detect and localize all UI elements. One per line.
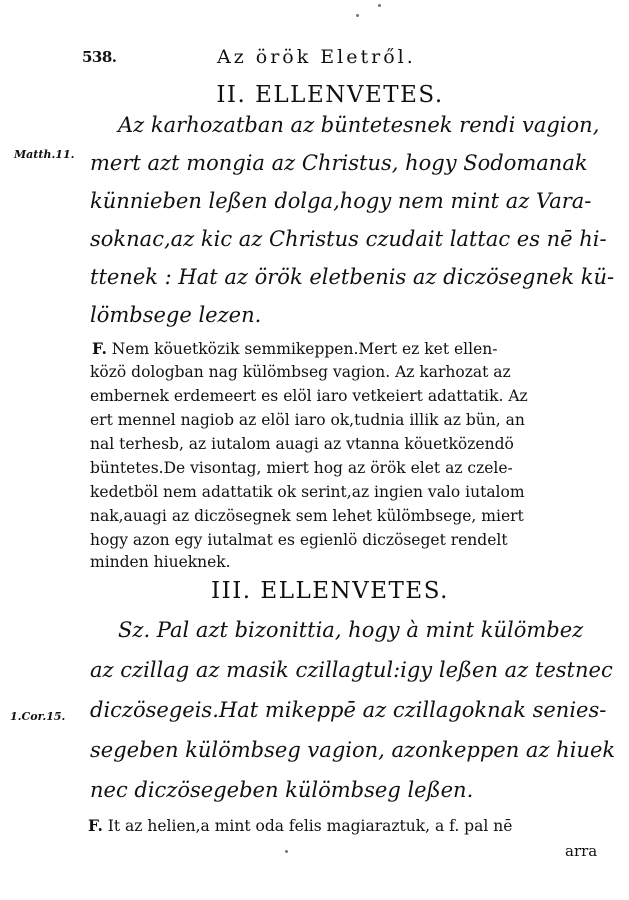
- objection-line: az czillag az masik czillagtul:igy leßen az testnec: [90, 658, 613, 682]
- objection-line: mert azt mongia az Christus, hogy Sodomanak: [90, 151, 588, 175]
- objection-line: künnieben leßen dolga,hogy nem mint az Vara-: [90, 189, 592, 213]
- section-heading-2: II. ELLENVETES.: [216, 82, 444, 108]
- answer-line: [88, 816, 512, 835]
- answer-marker: F.: [92, 339, 107, 358]
- answer-line: hogy azon egy iutalmat es egienlö diczöseget rendelt: [90, 531, 508, 549]
- margin-note-cor: 1.Cor.15.: [10, 710, 66, 723]
- answer-line: nak,auagi az diczösegnek sem lehet külömbsege, miert: [90, 507, 524, 525]
- answer-marker: F.: [88, 816, 103, 835]
- answer-line: nal terhesb, az iutalom auagi az vtanna köuetközendö: [90, 435, 514, 453]
- print-speck: [378, 4, 381, 7]
- objection-line: nec diczösegeben külömbseg leßen.: [90, 778, 474, 802]
- answer-line: büntetes.De visontag, miert hog az örök elet az czele-: [90, 459, 513, 477]
- section-heading-3: III. ELLENVETES.: [211, 578, 449, 604]
- print-speck: [356, 14, 359, 17]
- answer-line-text: It az helien,a mint oda felis magiaraztuk, a f. pal nē: [107, 817, 513, 835]
- page-header: [82, 46, 589, 76]
- objection-line: diczösegeis.Hat mikeppē az czillagoknak senies-: [90, 698, 607, 722]
- answer-line: embernek erdemeert es elöl iaro vetkeiert adattatik. Az: [90, 387, 528, 405]
- margin-note-matth: Matth.11.: [14, 148, 75, 161]
- objection-line: Sz. Pal azt bizonittia, hogy à mint külömbez: [118, 618, 584, 642]
- answer-line: minden hiueknek.: [90, 553, 231, 571]
- running-title: Az örök Eletről.: [217, 46, 416, 68]
- answer-line: ert mennel nagiob az elöl iaro ok,tudnia illik az bün, an: [90, 411, 525, 429]
- catchword: arra: [565, 842, 598, 860]
- page-number: 538.: [82, 48, 117, 66]
- objection-line: lömbsege lezen.: [90, 303, 262, 327]
- print-speck: [285, 850, 288, 853]
- answer-line-text: Nem köuetközik semmikeppen.Mert ez ket ellen-: [111, 340, 498, 358]
- answer-line: [92, 339, 497, 358]
- answer-line: közö dologban nag külömbseg vagion. Az karhozat az: [90, 363, 511, 381]
- objection-line: ttenek : Hat az örök eletbenis az diczösegnek kü-: [90, 265, 615, 289]
- objection-line: segeben külömbseg vagion, azonkeppen az hiuek: [90, 738, 616, 762]
- answer-line: kedetböl nem adattatik ok serint,az ingien valo iutalom: [90, 483, 525, 501]
- objection-line: Az karhozatban az büntetesnek rendi vagion,: [118, 113, 600, 137]
- objection-line: soknac,az kic az Christus czudait lattac es nē hi-: [90, 227, 607, 251]
